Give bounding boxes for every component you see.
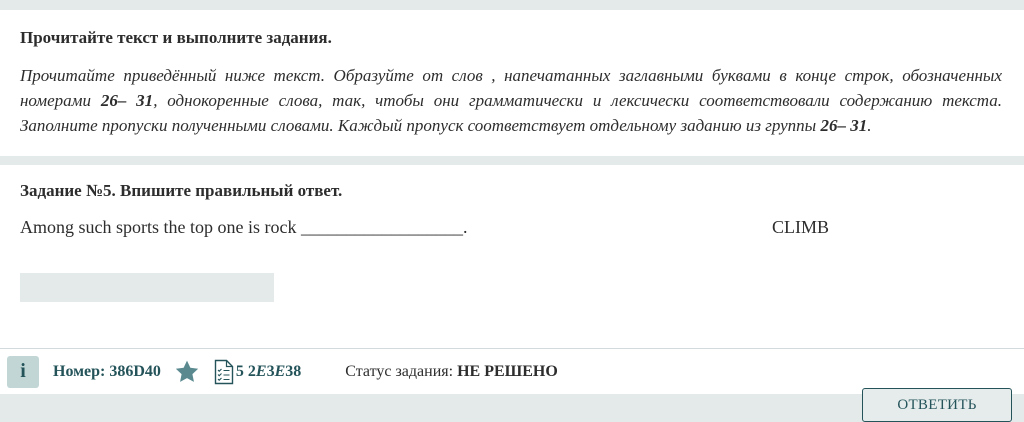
submit-answer-button[interactable]: ОТВЕТИТЬ: [862, 388, 1012, 422]
task-title: Задание №5. Впишите правильный ответ.: [20, 181, 343, 200]
variant-link[interactable]: [236, 363, 301, 381]
instructions-text: [20, 63, 1002, 138]
variant-suffix: 38: [285, 362, 302, 380]
instructions-panel: [0, 10, 1024, 156]
instructions-text-part1: Прочитайте приведённый ниже текст. Образуйте от слов , напечатанных заглавными буквами в конце строк, обозначенных номерами: [20, 66, 1002, 110]
task-status: [345, 363, 558, 381]
instructions-range-2: 26– 31: [820, 116, 868, 135]
instructions-text-part2: , однокоренные слова, так, чтобы они грамматически и лексически соответствовали содержанию текста. Заполните пропуски полученными словами. Каждый пропуск соответствует отдельному заданию из группы: [20, 91, 1003, 135]
variant-mid: 3: [266, 362, 275, 380]
status-label: Статус задания:: [345, 362, 454, 380]
document-list-icon[interactable]: [214, 359, 234, 385]
task-panel: [0, 165, 1024, 348]
variant-e1: E: [255, 362, 267, 380]
answer-input[interactable]: [20, 273, 274, 302]
star-icon[interactable]: [174, 359, 200, 385]
task-row: [20, 217, 1004, 245]
variant-prefix: 5 2: [235, 362, 256, 380]
task-number: Номер: 386D40: [53, 362, 161, 380]
task-sentence: Among such sports the top one is rock __________________.: [20, 217, 468, 237]
instructions-range-1: 26– 31: [100, 91, 154, 110]
top-strip: [0, 0, 1024, 10]
info-icon: i: [20, 360, 26, 382]
status-value: НЕ РЕШЕНО: [457, 362, 558, 380]
instructions-text-end: .: [867, 116, 872, 135]
variant-e2: E: [274, 362, 286, 380]
task-keyword: CLIMB: [772, 217, 830, 237]
info-button[interactable]: [7, 356, 39, 388]
instructions-title: Прочитайте текст и выполните задания.: [20, 28, 332, 47]
